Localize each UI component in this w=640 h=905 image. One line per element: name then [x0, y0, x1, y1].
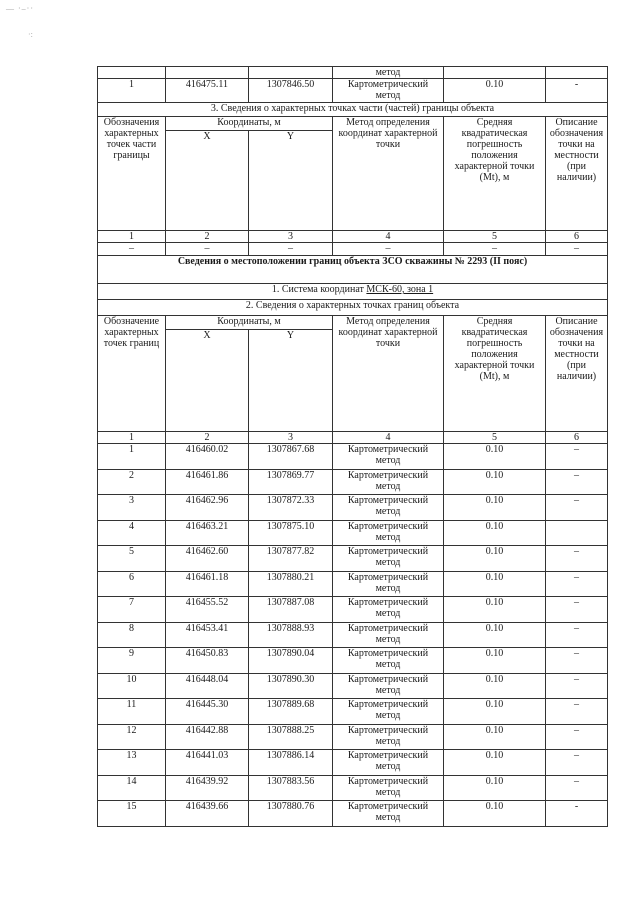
- cell-y: 1307880.76: [249, 801, 333, 827]
- cell-n: 15: [98, 801, 166, 827]
- table-row: [98, 801, 608, 827]
- cell-n: 2: [98, 469, 166, 495]
- cell-method: Картометрический метод: [333, 801, 444, 827]
- table-row: [98, 648, 608, 674]
- cell-y: 1307875.10: [249, 520, 333, 546]
- cell-x: 416463.21: [166, 520, 249, 546]
- cell-mt: 0.10: [444, 750, 546, 776]
- cell-y: 1307888.25: [249, 724, 333, 750]
- cell-desc: –: [546, 648, 608, 674]
- cell-n: 11: [98, 699, 166, 725]
- coordinate-system-label: 1. Система координат: [271, 284, 367, 295]
- cell-method: Картометрический метод: [333, 699, 444, 725]
- cell-desc: –: [546, 622, 608, 648]
- cell-desc: -: [546, 801, 608, 827]
- table-row: [98, 520, 608, 546]
- section3-header-y: Y: [249, 131, 333, 231]
- cell-n: 10: [98, 673, 166, 699]
- cell-mt: 0.10: [444, 444, 546, 470]
- table-row: [98, 775, 608, 801]
- cell-x: 416439.92: [166, 775, 249, 801]
- cell-y: 1307867.68: [249, 444, 333, 470]
- section3-empty-row: – – – – – –: [98, 243, 608, 256]
- coordinates-table: [97, 66, 608, 827]
- zso-section2-title: 2. Сведения о характерных точках границ объекта: [98, 300, 608, 316]
- cell-mt: 0.10: [444, 546, 546, 572]
- cell-mt: 0.10: [444, 469, 546, 495]
- zso-title: Сведения о местоположении границ объекта ЗСО скважины № 2293 (II пояс): [98, 256, 608, 284]
- cell-n: 13: [98, 750, 166, 776]
- table-row: [98, 444, 608, 470]
- cell-y: 1307883.56: [249, 775, 333, 801]
- cell-method: Картометрический метод: [333, 571, 444, 597]
- cell-method: Картометрический метод: [333, 546, 444, 572]
- section3-header-desc: Описание обозначения точки на местности (при наличии): [546, 117, 608, 231]
- table-row: [98, 571, 608, 597]
- cell-y: 1307872.33: [249, 495, 333, 521]
- cell-desc: –: [546, 495, 608, 521]
- cell-n: 7: [98, 597, 166, 623]
- cell-mt: 0.10: [444, 673, 546, 699]
- cell-x: 416445.30: [166, 699, 249, 725]
- cell-desc: –: [546, 546, 608, 572]
- cell-desc: –: [546, 750, 608, 776]
- table-row: 1 416475.11 1307846.50 Картометрический метод 0.10 -: [98, 79, 608, 103]
- coordinate-system-row: [98, 284, 608, 300]
- cell-x: 416461.86: [166, 469, 249, 495]
- zso-header-points: Обозначение характерных точек границ: [98, 316, 166, 432]
- cell-desc: –: [546, 444, 608, 470]
- section3-header-method: Метод определения координат характерной точки: [333, 117, 444, 231]
- cell-method: Картометрический метод: [333, 724, 444, 750]
- table-row: [98, 495, 608, 521]
- cell-x: 416462.96: [166, 495, 249, 521]
- cell-method: Картометрический метод: [333, 750, 444, 776]
- cell-method: Картометрический метод: [333, 597, 444, 623]
- cell-desc: [546, 520, 608, 546]
- cell-mt: 0.10: [444, 597, 546, 623]
- cell-y: 1307890.04: [249, 648, 333, 674]
- cell-n: 1: [98, 444, 166, 470]
- zso-numbering-row: 1 2 3 4 5 6: [98, 432, 608, 444]
- cell-n: 3: [98, 495, 166, 521]
- cell-n: 12: [98, 724, 166, 750]
- section3-header-x: X: [166, 131, 249, 231]
- scan-mark-2: ·:: [28, 30, 33, 39]
- table-row: [98, 673, 608, 699]
- cell-mt: 0.10: [444, 724, 546, 750]
- cell-mt: 0.10: [444, 571, 546, 597]
- cell-method: Картометрический метод: [333, 469, 444, 495]
- section3-header-coords: Координаты, м: [166, 117, 333, 131]
- cell-y: 1307887.08: [249, 597, 333, 623]
- cell-mt: 0.10: [444, 648, 546, 674]
- continued-method-cell: метод: [333, 67, 444, 79]
- cell-y: 1307888.93: [249, 622, 333, 648]
- cell-x: 416460.02: [166, 444, 249, 470]
- cell-y: 1307886.14: [249, 750, 333, 776]
- section3-header-points: Обозначения характерных точек части границы: [98, 117, 166, 231]
- cell-desc: –: [546, 469, 608, 495]
- cell-x: 416461.18: [166, 571, 249, 597]
- cell-desc: –: [546, 775, 608, 801]
- cell-x: 416441.03: [166, 750, 249, 776]
- table-row: [98, 724, 608, 750]
- cell-x: 416442.88: [166, 724, 249, 750]
- cell-n: 6: [98, 571, 166, 597]
- table-row: [98, 750, 608, 776]
- cell-method: Картометрический метод: [333, 495, 444, 521]
- cell-method: Картометрический метод: [333, 520, 444, 546]
- table-row: [98, 622, 608, 648]
- cell-mt: 0.10: [444, 495, 546, 521]
- cell-x: 416453.41: [166, 622, 249, 648]
- section3-header-mt: Средняя квадратическая погрешность положения характерной точки (Mt), м: [444, 117, 546, 231]
- cell-x: 416439.66: [166, 801, 249, 827]
- cell-desc: –: [546, 571, 608, 597]
- table-row: [98, 546, 608, 572]
- cell-mt: 0.10: [444, 520, 546, 546]
- zso-header-desc: Описание обозначения точки на местности (при наличии): [546, 316, 608, 432]
- zso-section2-title-row: [98, 300, 608, 316]
- scan-mark: — ·–··: [6, 4, 34, 13]
- table-row: [98, 597, 608, 623]
- zso-header-method: Метод определения координат характерной точки: [333, 316, 444, 432]
- zso-header-coords: Координаты, м: [166, 316, 333, 330]
- cell-desc: –: [546, 724, 608, 750]
- cell-desc: –: [546, 597, 608, 623]
- continued-row: [98, 67, 608, 79]
- coordinate-system-value: МСК-60, зона 1: [366, 284, 434, 295]
- cell-desc: –: [546, 673, 608, 699]
- cell-mt: 0.10: [444, 775, 546, 801]
- zso-header-y: Y: [249, 330, 333, 432]
- table-row: [98, 469, 608, 495]
- cell-x: 416455.52: [166, 597, 249, 623]
- cell-mt: 0.10: [444, 699, 546, 725]
- section3-numbering-row: 1 2 3 4 5 6: [98, 231, 608, 243]
- cell-x: 416462.60: [166, 546, 249, 572]
- cell-desc: –: [546, 699, 608, 725]
- cell-y: 1307880.21: [249, 571, 333, 597]
- cell-method: Картометрический метод: [333, 444, 444, 470]
- cell-n: 4: [98, 520, 166, 546]
- cell-method: Картометрический метод: [333, 622, 444, 648]
- cell-mt: 0.10: [444, 622, 546, 648]
- section3-title: 3. Сведения о характерных точках части (частей) границы объекта: [98, 103, 608, 117]
- cell-method: Картометрический метод: [333, 673, 444, 699]
- section3-title-row: [98, 103, 608, 117]
- zso-title-row: [98, 256, 608, 284]
- table-row: [98, 699, 608, 725]
- cell-method: Картометрический метод: [333, 775, 444, 801]
- cell-mt: 0.10: [444, 801, 546, 827]
- cell-x: 416450.83: [166, 648, 249, 674]
- cell-x: 416448.04: [166, 673, 249, 699]
- cell-n: 5: [98, 546, 166, 572]
- cell-y: 1307877.82: [249, 546, 333, 572]
- cell-n: 9: [98, 648, 166, 674]
- zso-header-mt: Средняя квадратическая погрешность положения характерной точки (Mt), м: [444, 316, 546, 432]
- cell-method: Картометрический метод: [333, 648, 444, 674]
- zso-header-x: X: [166, 330, 249, 432]
- cell-n: 14: [98, 775, 166, 801]
- cell-y: 1307889.68: [249, 699, 333, 725]
- cell-n: 8: [98, 622, 166, 648]
- cell-y: 1307890.30: [249, 673, 333, 699]
- cell-y: 1307869.77: [249, 469, 333, 495]
